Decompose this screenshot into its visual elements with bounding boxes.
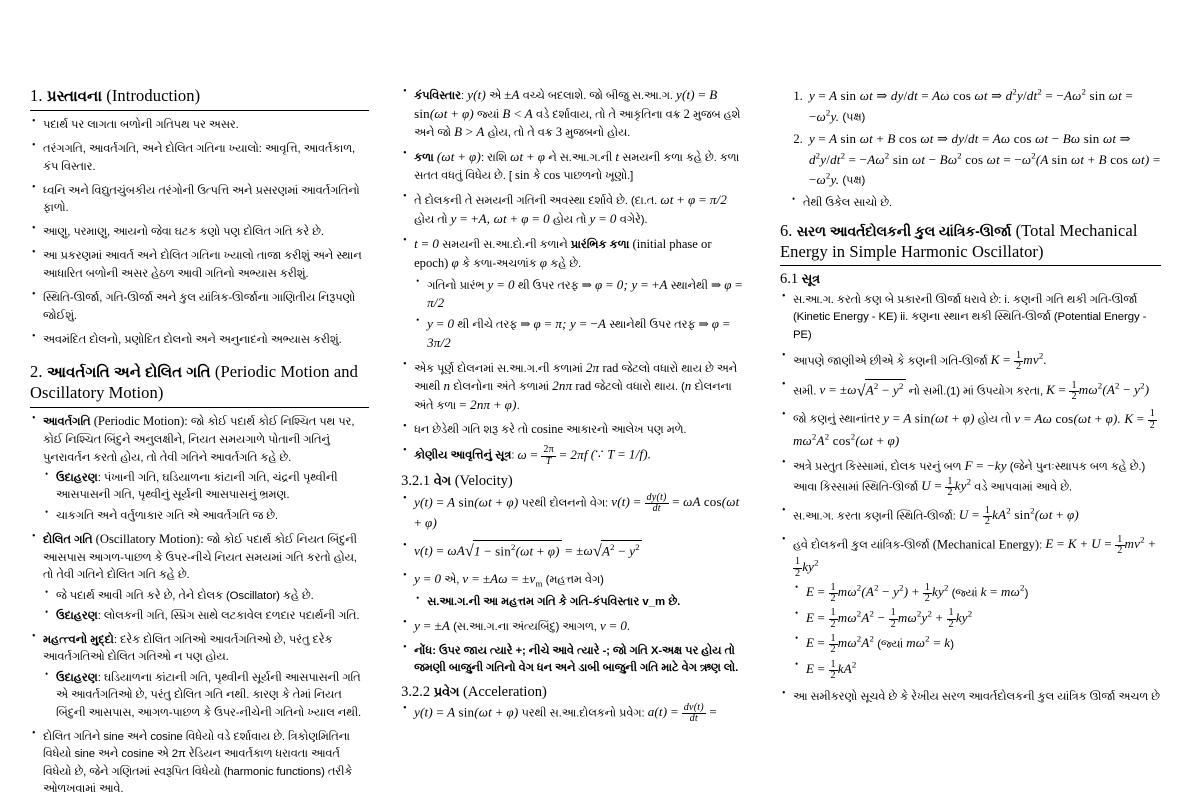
proof-numbered-list: [780, 86, 1161, 190]
velocity-amplitude-note: સ.આ.ગ.ની આ મહત્તમ ગતિ કે ગતિ-કંપવિસ્તાર v_m છે.: [427, 595, 681, 608]
list-item: • E = $\frac{1}{2}$ $m\omega^2(A^2 - y^2)$ + $\frac{1}{2}$ $ky^2$ (જ્યાં $k = m\omega^2$): [793, 582, 1161, 605]
example-headword: ઉદાહરણ: [56, 472, 98, 485]
example-text: : પંખાની ગતિ, ઘડિયાળના કાંટાની ગતિ, ચંદ્રની પૃથ્વીની આસપાસની ગતિ, પૃથ્વીનું સૂર્યની આસપાસનું ભ્રમણ.: [56, 472, 338, 502]
bullet-text: પદાર્થ પર લાગતા બળોની ગતિપથ પર અસર.: [43, 118, 239, 131]
section-6-heading: [780, 221, 1161, 263]
section-1-bullet-list: [30, 116, 369, 349]
list-item: • E = $\frac{1}{2}$ $kA^2$: [793, 659, 1161, 682]
subsection-acceleration-number: 3.2.2: [401, 683, 431, 700]
sub-bullet-list: [43, 469, 369, 524]
phase-cases-list: [414, 276, 748, 353]
sub-bullet-list: [43, 587, 369, 625]
section-1-rule: [30, 110, 369, 111]
list-item: [30, 289, 369, 324]
example-text: : ઘડિયાળના કાંટાની ગતિ, પૃથ્વીની સૂર્યની આસપાસની ગતિ એ આવર્તગતિઓ છે, પરંતુ દોલિત ગતિ નથી. કારણ કે તેમાં નિયત બિંદુની આસપાસ, આગળ-પાછળ કે ઉપર-નીચેની ગતિનો ખ્યાલ નથી.: [56, 672, 362, 719]
list-item: [414, 593, 748, 610]
list-item: [30, 413, 369, 524]
bullet-text: સ્થિતિ-ઊર્જા, ગતિ-ઊર્જા અને કુલ યાંત્રિક-ઊર્જાના ગાણિતીય નિરૂપણો જોઈશું.: [43, 292, 356, 322]
list-item: • $v(t) = \omega A√1 - \sin^2(\omega t + \varphi) = \pm\omega√A^2 - y^2$: [401, 540, 748, 564]
conclusion-text: તેથી ઉકેલ સાચો છે.: [802, 196, 892, 209]
section-6-title-gujarati: સરળ આવર્તદોલકની કુલ યાંત્રિક-ઊર્જા: [796, 222, 1012, 239]
term-definition: : દરેક દોલિત ગતિઓ આવર્તગતિઓ છે, પરંતુ દરેક આવર્તગતિઓ દોલિત ગતિઓ ન પણ હોય.: [43, 633, 333, 664]
list-item: • y(t) = A sin(ωt + φ) પરથી સ.આ.દોલકનો પ્રવેગ: a(t) = $\frac{dv(t)}{dt}$ =: [401, 703, 748, 725]
list-item: • આપણે જાણીએ છીએ કે કણની ગતિ-ઊર્જા K = $\frac{1}{2}$ $mv^2$.: [780, 350, 1161, 373]
subsection-61-title-gujarati: સૂત્ર: [801, 271, 821, 287]
note-text: : ઉપર જાય ત્યારે +; નીચે આવે ત્યારે -; જો ગતિ X-અક્ષ પર હોય તો જમણી બાજુની ગતિનો વેગ ધન અને ડાબી બાજુની ગતિ માટે વેગ ઋણ લો.: [414, 644, 739, 675]
list-item: [30, 140, 369, 175]
subsection-acceleration-heading: [401, 684, 748, 701]
term-definition: જો કોઈ પદાર્થ કોઈ નિશ્ચિત પથ પર, કોઈ નિશ્ચિત બિંદુને અનુલક્ષીને, નિયત સમયગાળે પોતાની ગતિનું પુનરાવર્તન કરતો હોય, તો તેવી ગતિને આવર્તગતિ કહે છે.: [43, 416, 355, 464]
sub-bullet-text: ચાકગતિ અને વર્તુળાકાર ગતિ એ આવર્તગતિ જ છે.: [56, 509, 278, 522]
subsection-acceleration-title-english: (Acceleration): [463, 683, 547, 700]
list-item: • એક પૂર્ણ દોલનમાં સ.આ.ગ.ની કળામાં 2π rad જેટલો વધારો થાય છે અને આથી n દોલનોના અંતે કળામાં 2nπ rad જેટલો વધારો થાય. (n દોલનના અંતે કળા = 2nπ + φ).: [401, 359, 748, 415]
list-item: [43, 587, 369, 604]
angular-frequency-headword: કોણીય આવૃત્તિનું સૂત્ર: [414, 449, 512, 462]
list-item: • ધન છેડેથી ગતિ શરૂ કરે તો cosine આકારનો આલેખ પણ મળે.: [401, 421, 748, 439]
subsection-velocity-title-english: (Velocity): [454, 473, 513, 490]
list-item: [43, 669, 369, 721]
section-2-bullet-list: [30, 413, 369, 798]
energy-derivation-list: [793, 582, 1161, 681]
column-middle: [385, 86, 764, 725]
list-item: [43, 507, 369, 524]
list-item: • y = 0 થી નીચે તરફ ⇒ φ = π; y = −A સ્થાનેથી ઉપર તરફ ⇒ φ = 3π/2: [414, 315, 748, 352]
term-headword: મહત્ત્વનો મુદ્દો: [43, 633, 114, 646]
example-text: : લોલકની ગતિ, સ્પ્રિંગ સાથે લટકાવેલ દળદાર પદાર્થની ગતિ.: [97, 610, 360, 623]
list-item: [43, 607, 369, 624]
section-2-title-gujarati: આવર્તગતિ અને દોલિત ગતિ: [46, 364, 211, 382]
harmonic-functions-text: દોલિત ગતિને sine અને cosine વિધેયો વડે દર્શાવાય છે. ત્રિકોણમિતિના વિધેયો sine અને cosine એ 2π રેડિયન આવર્તકાળ ધરાવતા આવર્ત વિધેયો છે, જેને ગણિતમાં સ્વરૂપિત વિધેયો (harmonic functions) તરીકે ઓળખવામાં આવે.: [43, 730, 353, 796]
list-item: [30, 182, 369, 217]
energy-types-text: સ.આ.ગ. કરતો કણ બે પ્રકારની ઊર્જા ધરાવે છે: i. કણની ગતિ થકી ગતિ-ઊર્જા (Kinetic Energy - KE) ii. કણના સ્થાન થકી સ્થિતિ-ઊર્જા (Potential Energy - PE): [792, 293, 1147, 342]
list-item: [780, 688, 1161, 706]
term-headword: દોલિત ગતિ: [43, 533, 93, 546]
bullet-text: આ પ્રકરણમાં આવર્ત અને દોલિત ગતિના ખ્યાલો તાજા કરીશું અને સ્થાન આધારિત બળોની અસર હેઠળ આવી ગતિનો અભ્યાસ કરીશું.: [43, 250, 362, 281]
list-item: 1. y = A sin ωt ⇒ dy/dt = Aω cos ωt ⇒ $d^2y/dt^2 = -A\omega^2$ $\sin \omega t = -\omega^2y$. (પક્ષ): [806, 86, 1161, 126]
amplitude-headword: કંપવિસ્તાર: [414, 90, 462, 102]
section-1-title-gujarati: પ્રસ્તાવના: [46, 88, 102, 105]
acceleration-bullet-list: [401, 703, 748, 725]
list-item: [43, 469, 369, 504]
list-item: [790, 194, 1161, 211]
list-item: [30, 331, 369, 349]
list-item: [30, 223, 369, 241]
subsection-velocity-number: 3.2.1: [401, 473, 431, 490]
list-item: • y = ±A (સ.આ.ગ.ના અંત્યબિંદુ) આગળ, v = 0.: [401, 617, 748, 636]
list-item: [30, 116, 369, 134]
bullet-text: તરંગગતિ, આવર્તગતિ, અને દોલિત ગતિના ખ્યાલો: આવૃત્તિ, આવર્તકાળ, કંપ વિસ્તાર.: [43, 142, 356, 173]
velocity-bullet-list: [401, 493, 748, 677]
section-2-title-english: (Periodic Motion and Oscillatory Motion): [30, 362, 358, 403]
list-item: • t = 0 સમયની સ.આ.દો.ની કળાને પ્રારંભિક કળા (initial phase or epoch) φ કે કળા-અચળાંક φ કહે છે. • ગતિનો પ્રારંભ y = 0 થી ઉપર તરફ ⇒ φ = 0; y = +A સ્થાનેથી ⇒ φ = π/2 • y = 0 થી નીચે તરફ ⇒ φ = π; y = −A સ્થાનેથી ઉપર તરફ ⇒ φ = 3π/2: [401, 235, 748, 353]
list-item: [30, 631, 369, 721]
list-item: • y(t) = A sin(ωt + φ) પરથી દોલનનો વેગ: v(t) = $\frac{dy(t)}{dt}$ = ωA cos(ωt + φ): [401, 493, 748, 533]
section-1-title-english: (Introduction): [106, 86, 201, 105]
conclusion-bullet-list: [790, 194, 1161, 211]
bullet-text: આણુ, પરમાણુ, આયનો જેવા ઘટક કણો પણ દોલિત ગતિ કરે છે.: [43, 226, 324, 239]
energy-bullet-list: [780, 291, 1161, 705]
three-column-layout: [14, 86, 1177, 796]
list-item: • E = $\frac{1}{2}$ $m\omega^2A^2$ (જ્યાં $m\omega^2 = k$): [793, 633, 1161, 656]
phase-headword: કળા: [414, 152, 434, 165]
list-item: [30, 247, 369, 282]
subsection-61-number: 6.1: [779, 271, 799, 288]
sub-bullet-text: જે પદાર્થ આવી ગતિ કરે છે, તેને દોલક (Oscillator) કહે છે.: [56, 589, 314, 602]
section-2-number: 2.: [30, 362, 43, 382]
section-2-heading: [30, 362, 369, 404]
term-headword-english: (Periodic Motion):: [93, 414, 188, 429]
sub-bullet-list: [43, 669, 369, 721]
subsection-velocity-title-gujarati: વેગ: [433, 473, 452, 489]
list-item: • હવે દોલકની કુલ યાંત્રિક-ઊર્જા (Mechanical Energy): E = K + U = $\frac{1}{2}$ $mv^2$ + $\frac{1}{2}$ $ky^2$ • E = $\frac{1}{2}$ $m\omega^2(A^2 - y^2)$ + $\frac{1}{2}$ $ky^2$ (જ્યાં $k = m\omega^2$) • E = $\frac{1}{2}$ $m\omega^2A^2$ − $\frac{1}{2}$ $m\omega^2y^2$ + $\frac{1}{2}$ $ky^2$ • E = $\frac{1}{2}$ $m\omega^2A^2$ (જ્યાં $m\omega^2 = k$) • E = $\frac{1}{2}$ $kA^2$: [780, 534, 1161, 681]
middle-bullet-list: [401, 86, 748, 467]
list-item: • અત્રે પ્રસ્તુત કિસ્સામાં, દોલક પરનું બળ F = −ky (જેને પુનઃસ્થાપક બળ કહે છે.) આવા કિસ્સામાં સ્થિતિ-ઊર્જા U = $\frac{1}{2}$ $ky^2$ વડે આપવામાં આવે છે.: [780, 457, 1161, 498]
list-item: [30, 531, 369, 625]
section-6-number: 6.: [779, 220, 793, 240]
example-headword: ઉદાહરણ: [56, 672, 98, 685]
term-headword: આવર્તગતિ: [43, 416, 91, 429]
column-left: [14, 86, 385, 796]
list-item: • y = 0 એ, $v = \pm A\omega = \pm v_m$ (મહત્તમ વેગ) • સ.આ.ગ.ની આ મહત્તમ ગતિ કે ગતિ-કંપવિસ્તાર v_m છે.: [401, 570, 748, 610]
list-item: • E = $\frac{1}{2}$ $m\omega^2A^2$ − $\frac{1}{2}$ $m\omega^2y^2$ + $\frac{1}{2}$ $ky^2$: [793, 608, 1161, 631]
example-headword: ઉદાહરણ: [56, 610, 98, 623]
subsection-velocity-heading: [401, 473, 748, 490]
velocity-note-list: [414, 593, 748, 610]
term-headword-english: (Oscillatory Motion):: [95, 531, 204, 546]
list-item: 2. y = A sin ωt + B cos ωt ⇒ dy/dt = Aω cos ωt − Bω sin ωt ⇒ $d^2y/dt^2 = -A\omega^2$ $\sin \omega t - B\omega^2$ $\cos \omega t = -\omega^2(A$ sin ωt + B $\cos \omega t) = -\omega^2y$. (પક્ષ): [806, 130, 1161, 189]
subsection-acceleration-title-gujarati: પ્રવેગ: [433, 683, 460, 699]
list-item: • કળા (ωt + φ): રાશિ ωt + φ ને સ.આ.ગ.ની t સમયની કળા કહે છે. કળા સતત વધતું વિધેય છે. [ sin કે cos પાછળનો ખૂણો.]: [401, 148, 748, 184]
list-item: [780, 291, 1161, 344]
list-item: [30, 728, 369, 798]
list-item: [401, 642, 748, 677]
list-item: • જો કણનું સ્થાનાંતર y = A sin(ωt + φ) હોય તો v = Aω cos(ωt + φ). K = $\frac{1}{2}$ $m\omega^2A^2$ $\cos^2(\omega t + \varphi)$: [780, 409, 1161, 451]
subsection-61-heading: [780, 271, 1161, 288]
term-definition: જો કોઈ પદાર્થ કોઈ નિયત બિંદુની આસપાસ આગળ-પાછળ કે ઉપર-નીચે નિયત સમયમાં ગતિ કરતો હોય, તો તેવી ગતિને દોલિત ગતિ કહે છે.: [43, 533, 357, 582]
list-item: • તે દોલકની તે સમયની ગતિની અવસ્થા દર્શાવે છે. (દા.ત. ωt + φ = π/2 હોય તો y = +A, ωt + φ = 0 હોય તો y = 0 વગેરે).: [401, 191, 748, 228]
list-item: • સ.આ.ગ. કરતા કણની સ્થિતિ-ઊર્જા: U = $\frac{1}{2}$ $kA^2$ $\sin^2(\omega t + \varphi)$: [780, 505, 1161, 528]
list-item: • કંપવિસ્તાર: y(t) એ ±A વચ્ચે બદલાશે. જો બીજુ સ.આ.ગ. y(t) = B sin(ωt + φ) જ્યાં B < A વડે દર્શાવાય, તો તે આકૃતિના વક્ર 2 મુજબ હશે અને જો B > A હોય, તો તે વક્ર 3 મુજબનો હોય.: [401, 86, 748, 142]
list-item: • સમી. $v = \pm\omega√A^2 - y^2$ નો સમી.(1) માં ઉપયોગ કરતા, K = $\frac{1}{2}$ $m\omega^2(A^2 - y^2)$: [780, 379, 1161, 403]
section-6-rule: [780, 265, 1161, 266]
section-1-number: 1.: [30, 86, 43, 105]
note-headword: નોંધ: [414, 644, 433, 657]
column-right: [764, 86, 1177, 703]
section-1-heading: [30, 86, 369, 107]
section-6-title-english: (Total Mechanical Energy in Simple Harmonic Oscillator): [779, 220, 1138, 261]
list-item: • કોણીય આવૃત્તિનું સૂત્ર: ω = $\frac{2\pi}{T}$ = 2πf (∵ T = 1/f).: [401, 445, 748, 467]
energy-conservation-text: આ સમીકરણો સૂચવે છે કે રેખીય સરળ આવર્તદોલકની કુલ યાંત્રિક ઊર્જા અચળ છે: [792, 690, 1160, 703]
bullet-text: અવમંદિત દોલનો, પ્રણોદિત દોલનો અને અનુનાદનો અભ્યાસ કરીશું.: [43, 333, 342, 346]
section-2-rule: [30, 407, 369, 408]
bullet-text: ધ્વનિ અને વિદ્યુતચુંબકીય તરંગોની ઉત્પત્તિ અને પ્રસરણમાં આવર્તગતિનો ફાળો.: [43, 184, 360, 215]
list-item: • ગતિનો પ્રારંભ y = 0 થી ઉપર તરફ ⇒ φ = 0; y = +A સ્થાનેથી ⇒ φ = π/2: [414, 276, 748, 313]
